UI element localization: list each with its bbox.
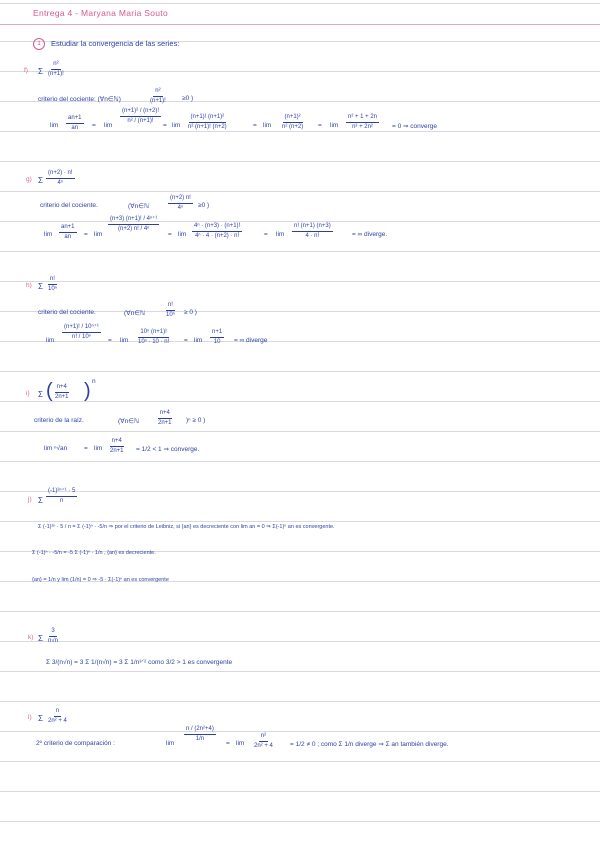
lim-1: lim (166, 740, 175, 747)
criterion-text: 2º criterio de comparación : (36, 740, 115, 747)
sigma-symbol: Σ (38, 67, 43, 76)
equals: = (264, 231, 268, 238)
series-term: $\frac{\text{(-1)²ⁿ⁺¹ · 5}}{n}$ (48, 488, 76, 505)
step-1: $\frac{n+4}{2n+1}$ (110, 438, 124, 455)
equals: = (108, 337, 112, 344)
criterion-text: criterio del cociente. (40, 202, 98, 209)
lim-1: lim (46, 337, 55, 344)
lim-2: lim (104, 122, 113, 129)
step-2: $\frac{\text{n²}}{\text{2n² + 4}}$ (254, 733, 273, 750)
part-label: f) (24, 67, 28, 74)
ratio-an: $\frac{an+1}{an}$ (68, 115, 82, 132)
sigma-symbol: Σ (38, 390, 43, 399)
criterion-term: $\frac{n+4}{2n+1}$ (158, 410, 172, 427)
step-2: $\frac{\text{10ⁿ (n+1)!}}{\text{10ⁿ · 10 · n!}}$ (138, 329, 170, 346)
lim-2: lim (94, 445, 103, 452)
header-rule (0, 24, 600, 25)
step-2: $\frac{\text{(n+1)! (n+1)²}}{\text{n² (n+1)! (n+2)}}$ (188, 114, 227, 131)
criterion-text: criterio del cociente. (38, 309, 96, 316)
criterion-end: )ⁿ ≥ 0 ) (186, 417, 206, 424)
lim-4: lim (276, 231, 285, 238)
exercise-text: Estudiar la convergencia de las series: (51, 38, 180, 48)
series-term: $\frac{3}{n√n}$ (48, 628, 58, 645)
criterion-pre: (∀n∈ℕ (124, 310, 146, 317)
lim-1: lim (44, 231, 53, 238)
leibniz-line-3: {an} = 1/n y lim (1/n) = 0 ⇒ -5 · Σ(-1)ⁿ an es convergente (32, 577, 169, 583)
lim-2: lim (120, 337, 129, 344)
lim-3: lim (172, 122, 181, 129)
criterion-pre: (∀n∈ℕ (128, 203, 150, 210)
step-2: $\frac{\text{4ⁿ · (n+3) · (n+1)!}}{\text{4ⁿ · 4 · (n+2) · n!}}$ (194, 223, 241, 240)
lim-2: lim (94, 231, 103, 238)
sigma-symbol: Σ (38, 176, 43, 185)
series-term: $\frac{\text{n²}}{(n+1)!}$ (48, 61, 64, 78)
lim-3: lim (178, 231, 187, 238)
criterion-term: $\frac{(n+2) n!}{\text{4ⁿ}}$ (170, 195, 191, 212)
equals: = (84, 445, 88, 452)
sigma-symbol: Σ (38, 496, 43, 505)
leibniz-line-1: Σ (-1)²ⁿ · 5 / n = Σ (-1)ⁿ · -5/n ⇒ por el criterio de Leibniz, si {an} es decreciente con lim an = 0 ⇒ Σ(-1)ⁿ an es convergente. (38, 524, 335, 530)
step-1: $\frac{\text{(n+3) (n+1)! / 4ⁿ⁺¹}}{\text{(n+2) n! / 4ⁿ}}$ (110, 216, 158, 233)
sigma-symbol: Σ (38, 714, 43, 723)
sigma-symbol: Σ (38, 634, 43, 643)
step-1: $\frac{\text{(n+1)! / 10ⁿ⁺¹}}{\text{n! / 10ⁿ}}$ (64, 324, 99, 341)
lim-1: lim (50, 122, 59, 129)
series-exponent: n (92, 378, 96, 385)
step-1: $\frac{\text{(n+1)² / (n+2)!}}{\text{n² / (n+1)!}}$ (122, 108, 160, 125)
page-header: Entrega 4 - Maryana Maria Souto (33, 8, 168, 18)
equals: = (226, 740, 230, 747)
equals: = (168, 231, 172, 238)
step-3: $\frac{n+1}{10}$ (212, 329, 223, 346)
step-3: $\frac{\text{(n+1)²}}{\text{n² (n+2)}}$ (282, 114, 304, 131)
step-4: $\frac{\text{n² + 1 + 2n}}{\text{n³ + 2n²}}$ (348, 114, 378, 131)
step-1: $\frac{\text{n / (2n²+4)}}{1/n}$ (186, 726, 214, 743)
exercise-statement (33, 38, 179, 50)
right-paren: ) (84, 380, 91, 402)
part-label: k) (28, 634, 34, 641)
result: = 1/2 < 1 ⇒ converge. (136, 446, 200, 453)
left-paren: ( (46, 380, 53, 402)
criterion-text: criterio del cociente: (∀n∈ℕ) (38, 96, 121, 103)
lim-5: lim (330, 122, 339, 129)
criterion-text: criterio de la raíz. (34, 417, 84, 424)
exercise-number: 1 (33, 38, 45, 50)
result: = 0 ⇒ converge (392, 123, 438, 130)
leibniz-line-2: Σ (-1)ⁿ · -5/n = -5 Σ (-1)ⁿ · 1/n , {an} es decreciente. (32, 550, 156, 556)
step-3: $\frac{n! (n+1) (n+3)}{4 \cdot n!}$ (294, 223, 331, 240)
criterion-term: $\frac{n!}{\text{10ⁿ}}$ (166, 302, 175, 319)
lim-2: lim (236, 740, 245, 747)
series-term: $\frac{n!}{\text{10ⁿ}}$ (48, 276, 57, 293)
root-limit: lim ⁿ√an (44, 445, 68, 452)
part-label: j) (28, 496, 32, 503)
part-label: h) (26, 282, 32, 289)
comparison-line: Σ 3/(n√n) = 3 Σ 1/(n√n) = 3 Σ 1/n³ᐟ² como 3/2 > 1 es convergente (46, 659, 233, 666)
result: = ∞ diverge. (352, 231, 388, 238)
part-label: g) (26, 176, 32, 183)
ratio-an: $\frac{an+1}{an}$ (61, 224, 75, 241)
part-label: l) (28, 714, 32, 721)
equals: = (84, 231, 88, 238)
equals: = (92, 122, 96, 129)
equals: = (184, 337, 188, 344)
result: = 1/2 ≠ 0 ; como Σ 1/n diverge ⇒ Σ an también diverge. (290, 741, 449, 748)
criterion-end: ≥0 ) (182, 95, 194, 102)
result: = ∞ diverge (234, 337, 268, 344)
lim-3: lim (194, 337, 203, 344)
sigma-symbol: Σ (38, 282, 43, 291)
part-label: i) (26, 390, 30, 397)
equals: = (163, 122, 167, 129)
series-term: $\frac{n}{\text{2n² + 4}}$ (48, 708, 67, 725)
lim-4: lim (263, 122, 272, 129)
criterion-end: ≥0 ) (198, 202, 210, 209)
series-term: $\frac{n+4}{2n+1}$ (55, 384, 69, 401)
equals: = (253, 122, 257, 129)
criterion-end: ≥ 0 ) (184, 309, 197, 316)
equals: = (318, 122, 322, 129)
series-term: $\frac{(n+2) \cdot n!}{\text{4ⁿ}}$ (48, 170, 73, 187)
criterion-pre: (∀n∈ℕ (118, 418, 140, 425)
criterion-term: $\frac{\text{n²}}{(n+1)!}$ (150, 88, 166, 105)
